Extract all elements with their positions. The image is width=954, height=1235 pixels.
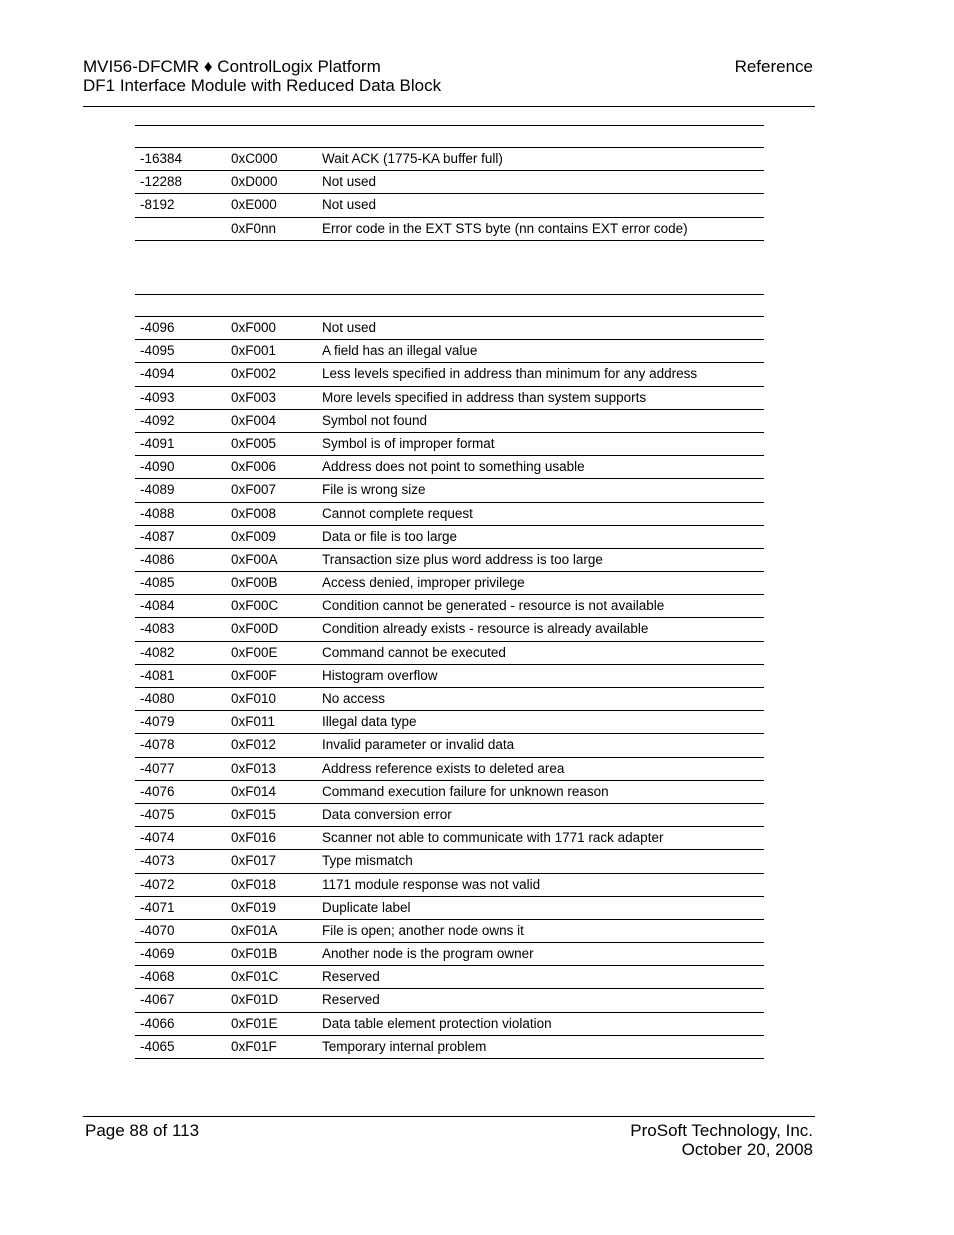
table-row bbox=[135, 595, 764, 618]
decimal-code-cell: -8192 bbox=[140, 197, 175, 213]
decimal-code-cell: -4076 bbox=[140, 783, 175, 799]
table-row bbox=[135, 642, 764, 665]
table-row bbox=[135, 827, 764, 850]
decimal-code-cell: -4089 bbox=[140, 482, 175, 498]
description-cell: Illegal data type bbox=[322, 714, 417, 730]
decimal-code-cell: -4095 bbox=[140, 343, 175, 359]
hex-code-cell: 0xF0nn bbox=[231, 220, 277, 236]
description-cell: No access bbox=[322, 691, 386, 706]
hex-code-cell: 0xF008 bbox=[231, 505, 277, 521]
decimal-code-cell: -4074 bbox=[140, 830, 175, 846]
document-date: October 20, 2008 bbox=[681, 1140, 813, 1159]
hex-code-cell: 0xF01E bbox=[231, 1015, 278, 1031]
table-header-row bbox=[135, 294, 764, 317]
table-row bbox=[135, 340, 764, 363]
description-cell: Command execution failure for unknown reason bbox=[322, 783, 609, 799]
hex-code-cell: 0xF00F bbox=[231, 667, 277, 683]
decimal-code-cell: -4086 bbox=[140, 551, 175, 567]
decimal-code-cell: -4083 bbox=[140, 621, 175, 637]
table-row bbox=[135, 966, 764, 989]
description-cell: Data table element protection violation bbox=[322, 1015, 552, 1031]
table-row bbox=[135, 148, 764, 171]
description-cell: Another node is the program owner bbox=[322, 946, 534, 962]
decimal-code-cell: -12288 bbox=[140, 174, 183, 190]
description-cell: Reserved bbox=[322, 992, 380, 1008]
document-subtitle: DF1 Interface Module with Reduced Data Block bbox=[83, 76, 442, 95]
page-number: Page 88 of 113 bbox=[85, 1121, 200, 1140]
decimal-code-cell: -4082 bbox=[140, 644, 175, 660]
decimal-code-cell: -4093 bbox=[140, 389, 175, 405]
error-code-table-1 bbox=[135, 125, 764, 241]
decimal-code-cell: -4087 bbox=[140, 528, 175, 544]
hex-code-cell: 0xF005 bbox=[231, 435, 277, 451]
document-title: MVI56-DFCMR ♦ ControlLogix Platform bbox=[83, 57, 381, 76]
hex-code-cell: 0xF018 bbox=[231, 876, 277, 892]
hex-code-cell: 0xF00E bbox=[231, 644, 278, 660]
hex-code-cell: 0xF004 bbox=[231, 412, 277, 428]
decimal-code-cell: -4065 bbox=[140, 1038, 175, 1054]
hex-code-cell: 0xF00D bbox=[231, 621, 279, 637]
hex-code-cell: 0xF011 bbox=[231, 714, 276, 730]
table-row bbox=[135, 989, 764, 1012]
table-row bbox=[135, 850, 764, 873]
table-row bbox=[135, 874, 764, 897]
decimal-code-cell: -4077 bbox=[140, 760, 175, 776]
hex-code-cell: 0xF007 bbox=[231, 482, 277, 498]
table-row bbox=[135, 363, 764, 386]
decimal-code-cell: -4071 bbox=[140, 899, 175, 915]
description-cell: File is open; another node owns it bbox=[322, 922, 524, 938]
hex-code-cell: 0xF019 bbox=[231, 899, 277, 915]
hex-code-cell: 0xF00A bbox=[231, 551, 278, 567]
table-row bbox=[135, 711, 764, 734]
decimal-code-cell: -4068 bbox=[140, 969, 175, 985]
description-cell: Command cannot be executed bbox=[322, 644, 506, 660]
hex-code-cell: 0xF01F bbox=[231, 1038, 277, 1054]
description-cell: File is wrong size bbox=[322, 482, 426, 498]
table-row bbox=[135, 456, 764, 479]
hex-code-cell: 0xF003 bbox=[231, 389, 277, 405]
table-row bbox=[135, 218, 764, 241]
description-cell: Address does not point to something usable bbox=[322, 459, 585, 475]
table-row bbox=[135, 618, 764, 641]
description-cell: Scanner not able to communicate with 1771 rack adapter bbox=[322, 830, 664, 846]
decimal-code-cell: -4091 bbox=[140, 435, 175, 451]
error-code-table-2 bbox=[135, 294, 764, 1059]
hex-code-cell: 0xF002 bbox=[231, 366, 277, 382]
page-header bbox=[83, 56, 815, 107]
hex-code-cell: 0xF00B bbox=[231, 575, 278, 591]
table-row bbox=[135, 317, 764, 340]
decimal-code-cell: -4094 bbox=[140, 366, 175, 382]
description-cell: Symbol is of improper format bbox=[322, 435, 495, 451]
decimal-code-cell: -4070 bbox=[140, 922, 175, 938]
description-cell: Not used bbox=[322, 320, 377, 335]
table-row bbox=[135, 920, 764, 943]
description-cell: Data conversion error bbox=[322, 806, 452, 822]
hex-code-cell: 0xF016 bbox=[231, 830, 277, 846]
table-row bbox=[135, 665, 764, 688]
decimal-code-cell: -4073 bbox=[140, 853, 175, 869]
decimal-code-cell: -4079 bbox=[140, 714, 175, 730]
decimal-code-cell: -4072 bbox=[140, 876, 175, 892]
description-cell: Not used bbox=[322, 197, 377, 213]
table-row bbox=[135, 572, 764, 595]
decimal-code-cell: -4085 bbox=[140, 575, 175, 591]
description-cell: More levels specified in address than system supports bbox=[322, 389, 647, 405]
hex-code-cell: 0xF01A bbox=[231, 922, 278, 938]
table-row bbox=[135, 781, 764, 804]
decimal-code-cell: -4080 bbox=[140, 691, 175, 706]
hex-code-cell: 0xE000 bbox=[231, 197, 277, 213]
description-cell: Reserved bbox=[322, 969, 380, 985]
description-cell: Cannot complete request bbox=[322, 505, 473, 521]
description-cell: Condition cannot be generated - resource is not available bbox=[322, 598, 665, 614]
table-row bbox=[135, 758, 764, 781]
hex-code-cell: 0xF013 bbox=[231, 760, 277, 776]
hex-code-cell: 0xF010 bbox=[231, 691, 277, 706]
description-cell: Histogram overflow bbox=[322, 667, 438, 683]
description-cell: Data or file is too large bbox=[322, 528, 458, 544]
decimal-code-cell: -4092 bbox=[140, 412, 175, 428]
table-row bbox=[135, 194, 764, 217]
decimal-code-cell: -4075 bbox=[140, 806, 175, 822]
table-row bbox=[135, 897, 764, 920]
table-row bbox=[135, 526, 764, 549]
section-name: Reference bbox=[734, 57, 813, 76]
table-row bbox=[135, 943, 764, 966]
decimal-code-cell: -4090 bbox=[140, 459, 175, 475]
table-row bbox=[135, 804, 764, 827]
description-cell: Condition already exists - resource is already available bbox=[322, 621, 649, 637]
decimal-code-cell: -4081 bbox=[140, 667, 175, 683]
description-cell: Type mismatch bbox=[322, 853, 413, 869]
table-header-row bbox=[135, 125, 764, 148]
description-cell: Invalid parameter or invalid data bbox=[322, 737, 515, 753]
hex-code-cell: 0xF00C bbox=[231, 598, 279, 614]
hex-code-cell: 0xF015 bbox=[231, 806, 277, 822]
page-footer bbox=[83, 1116, 815, 1159]
description-cell: Not used bbox=[322, 174, 377, 190]
decimal-code-cell: -4078 bbox=[140, 737, 175, 753]
table-row bbox=[135, 549, 764, 572]
company-name: ProSoft Technology, Inc. bbox=[630, 1121, 813, 1140]
table-row bbox=[135, 734, 764, 757]
table-row bbox=[135, 503, 764, 526]
description-cell: Access denied, improper privilege bbox=[322, 575, 525, 591]
hex-code-cell: 0xF009 bbox=[231, 528, 277, 544]
table-body bbox=[135, 317, 764, 1059]
description-cell: Transaction size plus word address is too large bbox=[322, 551, 603, 567]
description-cell: Wait ACK (1775-KA buffer full) bbox=[322, 151, 503, 166]
description-cell: Duplicate label bbox=[322, 899, 411, 915]
description-cell: Temporary internal problem bbox=[322, 1038, 487, 1054]
decimal-code-cell: -4084 bbox=[140, 598, 175, 614]
description-cell: A field has an illegal value bbox=[322, 343, 478, 359]
table-row bbox=[135, 387, 764, 410]
hex-code-cell: 0xF000 bbox=[231, 320, 277, 335]
table-row bbox=[135, 479, 764, 502]
table-row bbox=[135, 171, 764, 194]
hex-code-cell: 0xF014 bbox=[231, 783, 277, 799]
hex-code-cell: 0xC000 bbox=[231, 151, 278, 166]
table-row bbox=[135, 1013, 764, 1036]
hex-code-cell: 0xF006 bbox=[231, 459, 277, 475]
decimal-code-cell: -4096 bbox=[140, 320, 175, 335]
hex-code-cell: 0xF001 bbox=[231, 343, 277, 359]
description-cell: Address reference exists to deleted area bbox=[322, 760, 565, 776]
description-cell: Error code in the EXT STS byte (nn contains EXT error code) bbox=[322, 220, 688, 236]
hex-code-cell: 0xF012 bbox=[231, 737, 277, 753]
hex-code-cell: 0xD000 bbox=[231, 174, 278, 190]
hex-code-cell: 0xF017 bbox=[231, 853, 277, 869]
description-cell: 1171 module response was not valid bbox=[322, 876, 541, 892]
decimal-code-cell: -4067 bbox=[140, 992, 175, 1008]
hex-code-cell: 0xF01C bbox=[231, 969, 279, 985]
table-row bbox=[135, 1036, 764, 1059]
hex-code-cell: 0xF01B bbox=[231, 946, 278, 962]
description-cell: Less levels specified in address than minimum for any address bbox=[322, 366, 698, 382]
decimal-code-cell: -4066 bbox=[140, 1015, 175, 1031]
decimal-code-cell: -4088 bbox=[140, 505, 175, 521]
decimal-code-cell: -16384 bbox=[140, 151, 183, 166]
description-cell: Symbol not found bbox=[322, 412, 428, 428]
table-row bbox=[135, 688, 764, 711]
table-row bbox=[135, 410, 764, 433]
decimal-code-cell: -4069 bbox=[140, 946, 175, 962]
table-body bbox=[135, 148, 764, 241]
hex-code-cell: 0xF01D bbox=[231, 992, 279, 1008]
table-row bbox=[135, 433, 764, 456]
